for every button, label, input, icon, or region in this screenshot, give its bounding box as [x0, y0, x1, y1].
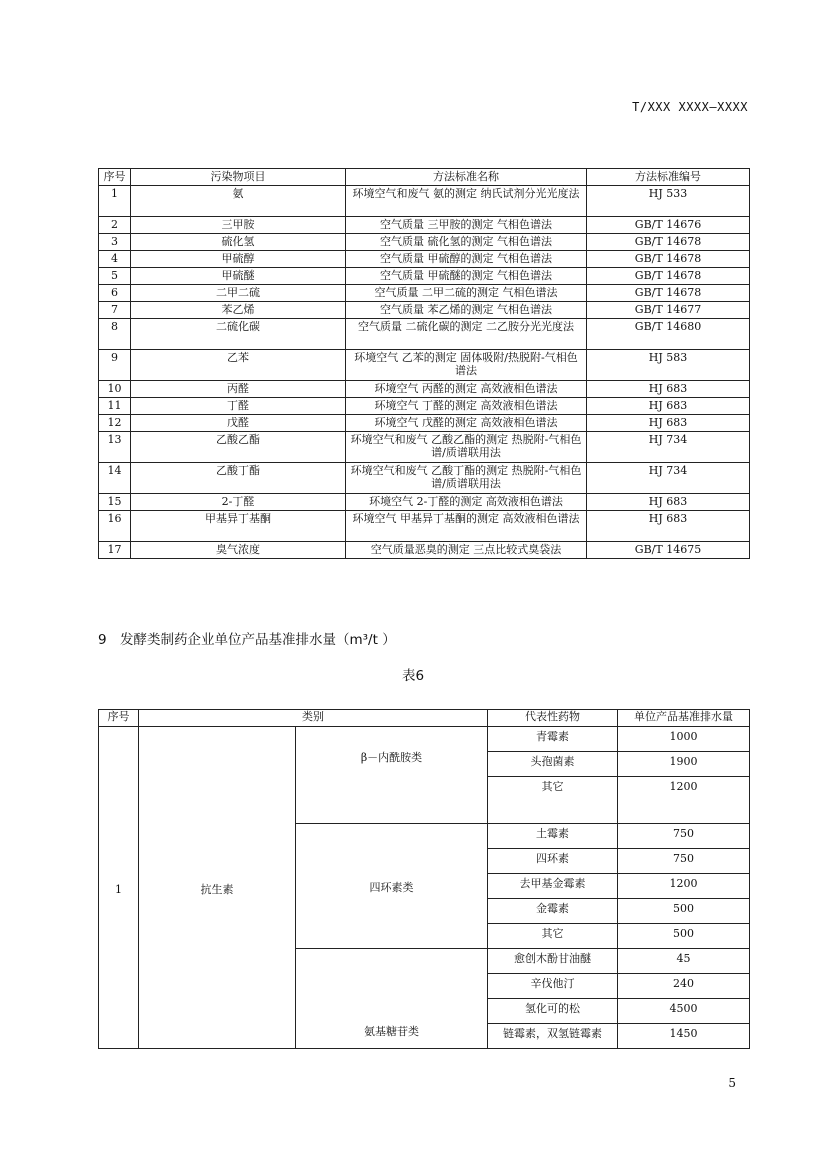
table-row — [99, 350, 750, 381]
table-cell-no: 1 — [99, 186, 131, 217]
table-cell-method: 环境空气 戊醛的测定 高效液相色谱法 — [346, 415, 587, 432]
table-cell-no: 5 — [99, 268, 131, 285]
table-cell-code: GB/T 14678 — [587, 234, 750, 251]
table-cell-code: HJ 583 — [587, 350, 750, 381]
table-cell-item: 二硫化碳 — [131, 319, 346, 350]
column-header: 方法标准编号 — [587, 169, 750, 186]
table-row — [99, 398, 750, 415]
table-row — [99, 251, 750, 268]
table-cell-method: 空气质量 甲硫醇的测定 气相色谱法 — [346, 251, 587, 268]
table-row — [99, 381, 750, 398]
page-number: 5 — [728, 1076, 736, 1090]
table-caption: 表6 — [401, 668, 425, 684]
discharge-value-cell: 500 — [618, 924, 750, 949]
discharge-value-cell: 1000 — [618, 727, 750, 752]
table-cell-no: 15 — [99, 494, 131, 511]
table-cell-code: GB/T 14678 — [587, 251, 750, 268]
column-header: 单位产品基准排水量 — [618, 710, 750, 727]
discharge-value-cell: 750 — [618, 824, 750, 849]
table-cell-code: GB/T 14678 — [587, 268, 750, 285]
table-cell-method: 空气质量 三甲胺的测定 气相色谱法 — [346, 217, 587, 234]
table-cell-code: HJ 734 — [587, 463, 750, 494]
discharge-value-cell: 1200 — [618, 777, 750, 824]
table-cell-method: 空气质量 硫化氢的测定 气相色谱法 — [346, 234, 587, 251]
table-cell-code: HJ 683 — [587, 415, 750, 432]
table-cell-method: 环境空气和废气 乙酸乙酯的测定 热脱附-气相色谱/质谱联用法 — [346, 432, 587, 463]
table-cell-item: 乙酸乙酯 — [131, 432, 346, 463]
column-header: 代表性药物 — [488, 710, 618, 727]
table-cell-no: 13 — [99, 432, 131, 463]
table-cell-item: 戊醛 — [131, 415, 346, 432]
column-header: 方法标准名称 — [346, 169, 587, 186]
table-row — [99, 285, 750, 302]
table-cell-code: HJ 683 — [587, 494, 750, 511]
table-row — [99, 234, 750, 251]
table-cell-no: 17 — [99, 542, 131, 559]
table-cell-no: 16 — [99, 511, 131, 542]
table-row — [99, 542, 750, 559]
drug-class-cell: 四环素类 — [296, 824, 488, 949]
table-cell-item: 丙醛 — [131, 381, 346, 398]
table-cell-no: 12 — [99, 415, 131, 432]
table-cell-item: 苯乙烯 — [131, 302, 346, 319]
table-cell-code: GB/T 14680 — [587, 319, 750, 350]
table-cell-no: 2 — [99, 217, 131, 234]
table-cell-code: HJ 683 — [587, 398, 750, 415]
table-header-row — [99, 169, 750, 186]
table-cell-item: 甲基异丁基酮 — [131, 511, 346, 542]
table-row — [99, 186, 750, 217]
discharge-value-cell: 1900 — [618, 752, 750, 777]
table-cell-method: 环境空气 2-丁醛的测定 高效液相色谱法 — [346, 494, 587, 511]
section-heading — [98, 628, 396, 648]
discharge-value-cell: 1450 — [618, 1024, 750, 1049]
drug-cell: 四环素 — [488, 849, 618, 874]
wastewater-benchmark-table — [98, 709, 750, 1049]
column-header: 序号 — [99, 169, 131, 186]
table-cell-method: 环境空气 乙苯的测定 固体吸附/热脱附-气相色谱法 — [346, 350, 587, 381]
table-cell-no: 8 — [99, 319, 131, 350]
table-cell-item: 硫化氢 — [131, 234, 346, 251]
table-cell-method: 环境空气和废气 氨的测定 纳氏试剂分光光度法 — [346, 186, 587, 217]
table-cell-item: 甲硫醇 — [131, 251, 346, 268]
table-row — [99, 319, 750, 350]
table-cell-no: 11 — [99, 398, 131, 415]
table-row — [99, 415, 750, 432]
drug-cell: 其它 — [488, 777, 618, 824]
table-row — [99, 432, 750, 463]
table-row — [99, 727, 750, 752]
section-title: 发酵类制药企业单位产品基准排水量（m³/t ） — [120, 632, 396, 648]
table-cell-code: GB/T 14677 — [587, 302, 750, 319]
drug-cell: 辛伐他汀 — [488, 974, 618, 999]
table-cell-method: 环境空气 丁醛的测定 高效液相色谱法 — [346, 398, 587, 415]
table-cell-no: 7 — [99, 302, 131, 319]
table-cell-no: 9 — [99, 350, 131, 381]
table-row — [99, 302, 750, 319]
discharge-value-cell: 4500 — [618, 999, 750, 1024]
column-header: 序号 — [99, 710, 139, 727]
table-header-row — [99, 710, 750, 727]
table-cell-method: 空气质量 甲硫醚的测定 气相色谱法 — [346, 268, 587, 285]
discharge-value-cell: 240 — [618, 974, 750, 999]
drug-cell: 链霉素，双氢链霉素 — [488, 1024, 618, 1049]
table-cell-item: 乙苯 — [131, 350, 346, 381]
table-row — [99, 217, 750, 234]
drug-cell: 青霉素 — [488, 727, 618, 752]
test-method-table — [98, 168, 750, 559]
table-cell-item: 乙酸丁酯 — [131, 463, 346, 494]
table-cell-no: 6 — [99, 285, 131, 302]
row-number-cell: 1 — [99, 727, 139, 1049]
discharge-value-cell: 1200 — [618, 874, 750, 899]
table-cell-code: HJ 683 — [587, 511, 750, 542]
table-cell-method: 空气质量 二甲二硫的测定 气相色谱法 — [346, 285, 587, 302]
drug-class-cell: 氨基糖苷类 — [296, 949, 488, 1049]
drug-cell: 去甲基金霉素 — [488, 874, 618, 899]
table-cell-item: 氨 — [131, 186, 346, 217]
table-cell-no: 14 — [99, 463, 131, 494]
drug-cell: 头孢菌素 — [488, 752, 618, 777]
table-cell-method: 环境空气 丙醛的测定 高效液相色谱法 — [346, 381, 587, 398]
drug-cell: 愈创木酚甘油醚 — [488, 949, 618, 974]
table-cell-item: 三甲胺 — [131, 217, 346, 234]
category-cell: 抗生素 — [139, 727, 296, 1049]
table-cell-code: HJ 683 — [587, 381, 750, 398]
table-cell-method: 空气质量恶臭的测定 三点比较式臭袋法 — [346, 542, 587, 559]
table-row — [99, 494, 750, 511]
table-cell-code: GB/T 14675 — [587, 542, 750, 559]
table-cell-item: 臭气浓度 — [131, 542, 346, 559]
table-cell-method: 环境空气 甲基异丁基酮的测定 高效液相色谱法 — [346, 511, 587, 542]
column-header: 类别 — [139, 710, 488, 727]
drug-cell: 其它 — [488, 924, 618, 949]
section-number: 9 — [98, 632, 107, 648]
table-cell-method: 空气质量 苯乙烯的测定 气相色谱法 — [346, 302, 587, 319]
table-cell-code: GB/T 14678 — [587, 285, 750, 302]
table-cell-no: 3 — [99, 234, 131, 251]
discharge-value-cell: 45 — [618, 949, 750, 974]
table-cell-method: 环境空气和废气 乙酸丁酯的测定 热脱附-气相色谱/质谱联用法 — [346, 463, 587, 494]
table-row — [99, 511, 750, 542]
table-cell-item: 2-丁醛 — [131, 494, 346, 511]
discharge-value-cell: 500 — [618, 899, 750, 924]
column-header: 污染物项目 — [131, 169, 346, 186]
table-row — [99, 268, 750, 285]
table-cell-no: 10 — [99, 381, 131, 398]
table-cell-code: HJ 533 — [587, 186, 750, 217]
discharge-value-cell: 750 — [618, 849, 750, 874]
document-code: T/XXX XXXX—XXXX — [632, 100, 748, 114]
table-cell-item: 二甲二硫 — [131, 285, 346, 302]
table-cell-code: GB/T 14676 — [587, 217, 750, 234]
table-cell-no: 4 — [99, 251, 131, 268]
table-row — [99, 463, 750, 494]
drug-cell: 金霉素 — [488, 899, 618, 924]
table-cell-code: HJ 734 — [587, 432, 750, 463]
drug-cell: 氢化可的松 — [488, 999, 618, 1024]
drug-cell: 土霉素 — [488, 824, 618, 849]
table-cell-method: 空气质量 二硫化碳的测定 二乙胺分光光度法 — [346, 319, 587, 350]
drug-class-cell: β－内酰胺类 — [296, 727, 488, 824]
table-cell-item: 丁醛 — [131, 398, 346, 415]
table-cell-item: 甲硫醚 — [131, 268, 346, 285]
